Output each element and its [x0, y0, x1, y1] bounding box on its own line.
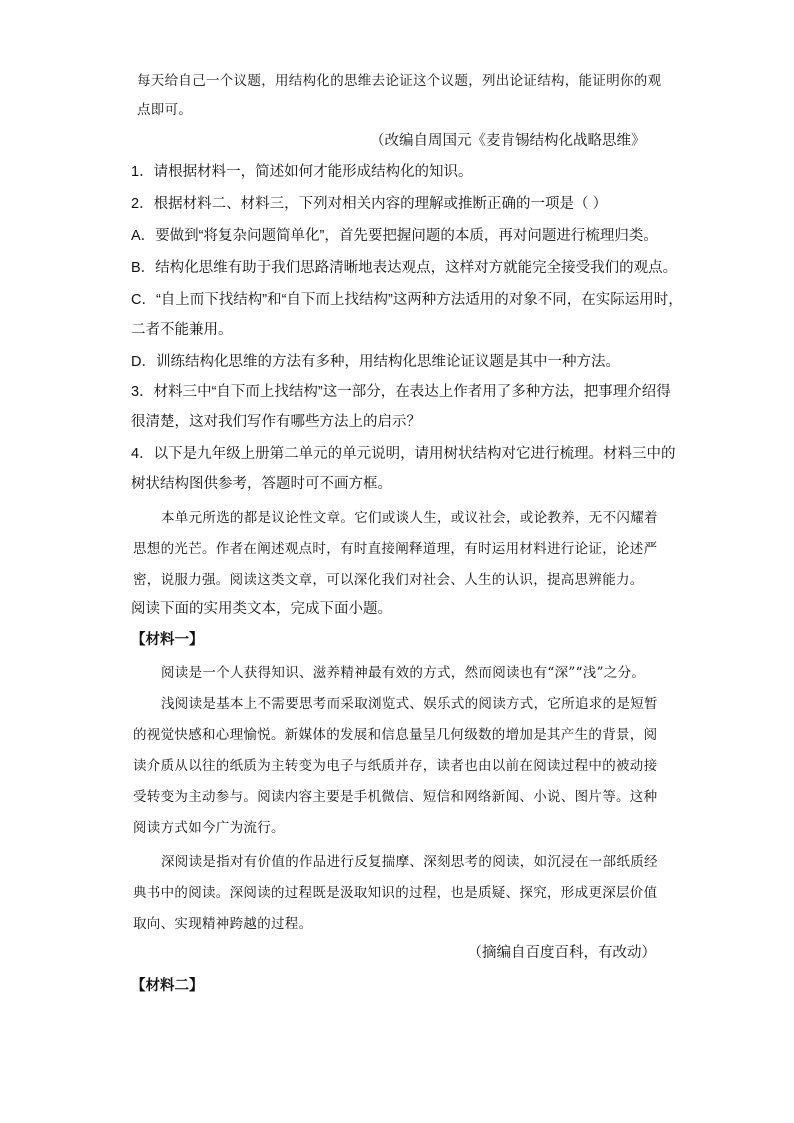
option-b: B．结构化思维有助于我们思路清晰地表达观点，这样对方就能完全接受我们的观点。: [131, 260, 678, 276]
question-4-line1: 4．以下是九年级上册第二单元的单元说明，请用树状结构对它进行梳理。材料三中的: [131, 446, 676, 462]
material-1-paragraph-3-line3: 取向、实现精神跨越的过程。: [133, 916, 313, 932]
question-3-line1: 3．材料三中“自下而上找结构”这一部分，在表达上作者用了多种方法，把事理介绍得: [131, 384, 671, 400]
unit-description-line3: 密，说服力强。阅读这类文章，可以深化我们对社会、人生的认识，提高思辨能力。: [133, 572, 644, 588]
intro-text-line2: 点即可。: [137, 102, 193, 118]
material-1-heading: 【材料一】: [131, 632, 204, 648]
material-1-paragraph-2-line1: 浅阅读是基本上不需要思考而采取浏览式、娱乐式的阅读方式，它所追求的是短暂: [161, 696, 658, 712]
intro-text-line1: 每天给自己一个议题，用结构化的思维去论证这个议题，列出论证结构，能证明你的观: [137, 73, 662, 89]
option-d: D．训练结构化思维的方法有多种，用结构化思维论证议题是其中一种方法。: [131, 354, 620, 370]
question-4-line2: 树状结构图供参考，答题时可不画方框。: [131, 476, 392, 492]
material-2-heading: 【材料二】: [131, 978, 204, 994]
question-2: 2．根据材料二、材料三，下列对相关内容的理解或推断正确的一项是（ ）: [131, 196, 608, 212]
material-1-paragraph-2-line4: 受转变为主动参与。阅读内容主要是手机微信、短信和网络新闻、小说、图片等。这种: [133, 789, 658, 805]
material-1-paragraph-2-line5: 阅读方式如今广为流行。: [133, 820, 285, 836]
material-1-paragraph-2-line3: 读介质从以往的纸质为主转变为电子与纸质并存，读者也由以前在阅读过程中的被动接: [133, 758, 658, 774]
option-c-line1: C．“自上而下找结构”和“自下而上找结构”这两种方法适用的对象不同，在实际运用时，: [131, 292, 683, 308]
option-c-line2: 二者不能兼用。: [131, 322, 233, 338]
unit-description-line1: 本单元所选的都是议论性文章。它们或谈人生，或议社会，或论教养，无不闪耀着: [161, 510, 658, 526]
material-1-paragraph-1: 阅读是一个人获得知识、滋养精神最有效的方式，然而阅读也有“深”“浅”之分。: [161, 665, 646, 681]
question-1: 1．请根据材料一，简述如何才能形成结构化的知识。: [131, 164, 473, 180]
source-citation-1: （改编自周国元《麦肯锡结构化战略思维》: [370, 133, 646, 149]
option-a: A．要做到“将复杂问题简单化”，首先要把握问题的本质，再对问题进行梳理归类。: [131, 228, 658, 244]
unit-description-line2: 思想的光芒。作者在阐述观点时，有时直接阐释道理，有时运用材料进行论证，论述严: [133, 541, 658, 557]
source-citation-2: （摘编自百度百科，有改动）: [467, 945, 656, 961]
question-3-line2: 很清楚，这对我们写作有哪些方法上的启示？: [131, 414, 421, 430]
reading-instruction: 阅读下面的实用类文本，完成下面小题。: [131, 601, 392, 617]
material-1-paragraph-2-line2: 的视觉快感和心理愉悦。新媒体的发展和信息量呈几何级数的增加是其产生的背景，阅: [133, 727, 658, 743]
material-1-paragraph-3-line2: 典书中的阅读。深阅读的过程既是汲取知识的过程，也是质疑、探究，形成更深层价值: [133, 885, 658, 901]
material-1-paragraph-3-line1: 深阅读是指对有价值的作品进行反复揣摩、深刻思考的阅读，如沉浸在一部纸质经: [161, 854, 658, 870]
